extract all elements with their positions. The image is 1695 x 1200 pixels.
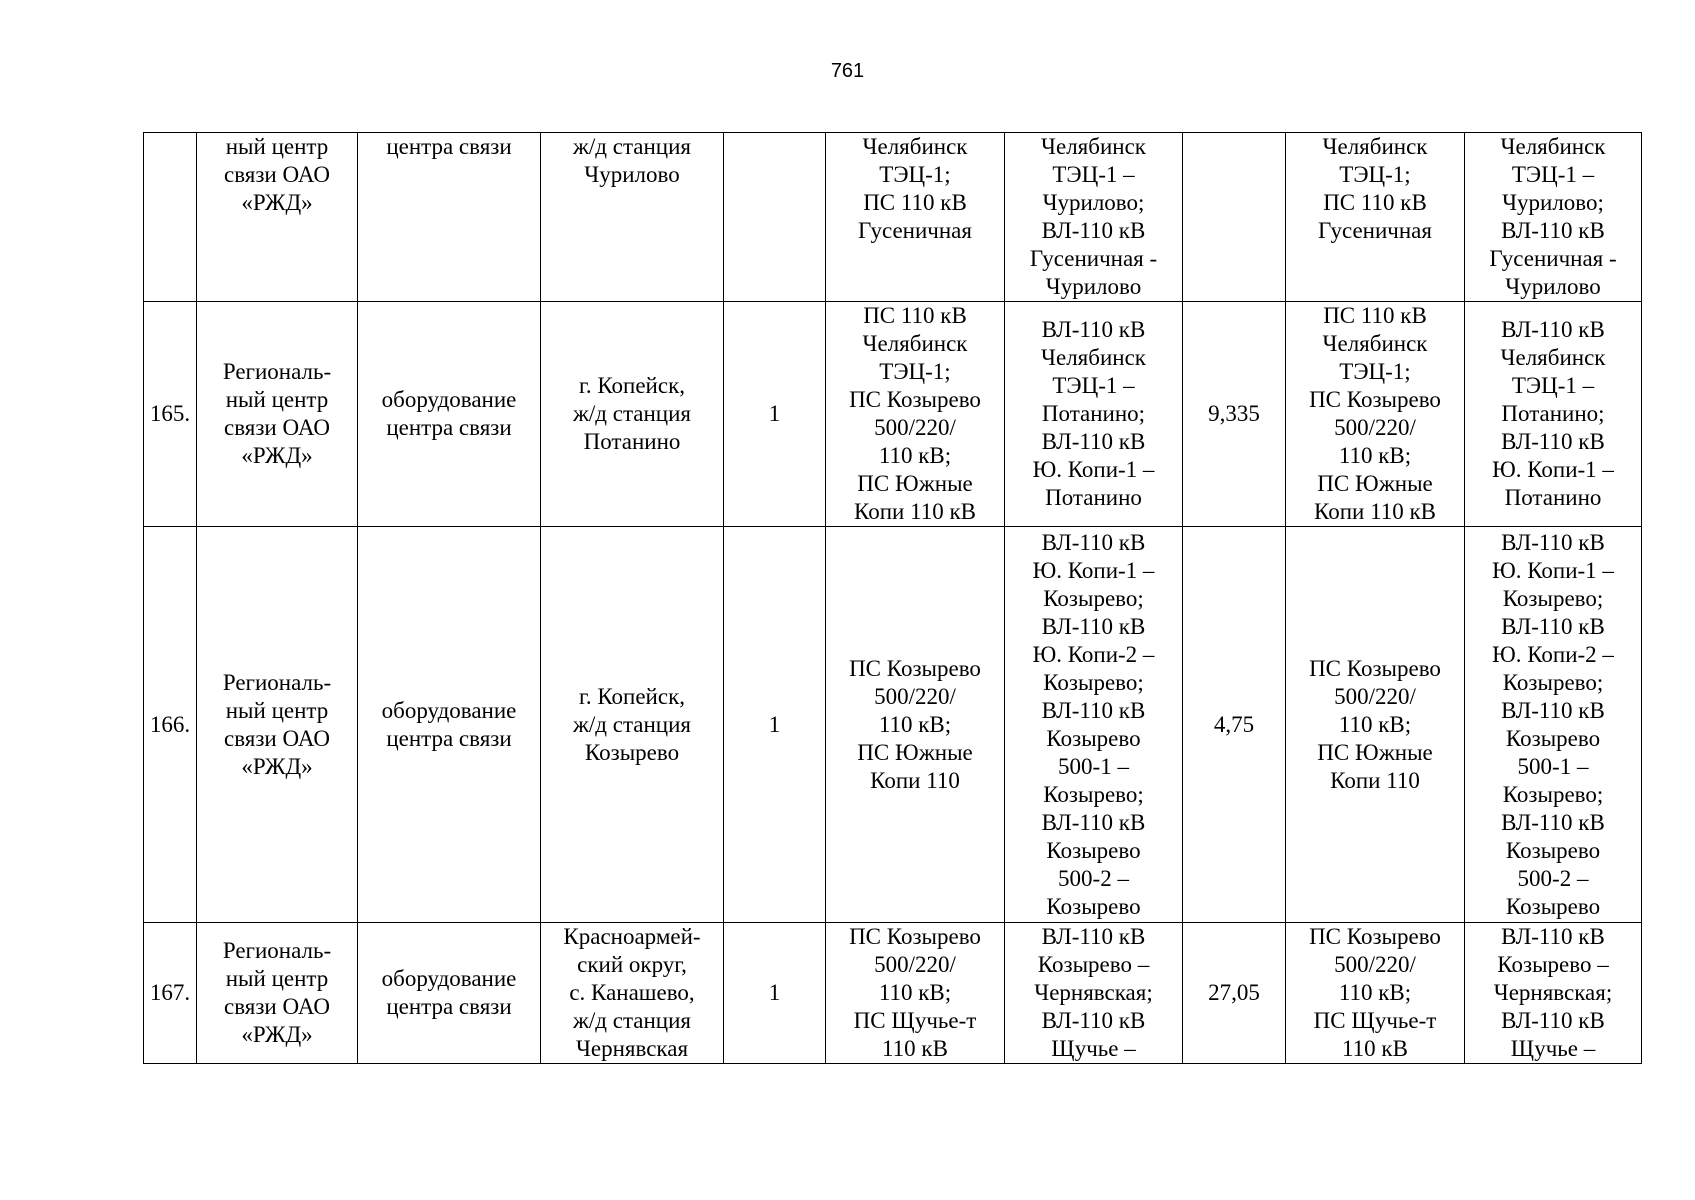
location-cell: Красноармей- ский округ, с. Канашево, ж/д станция Чернявская	[541, 923, 724, 1064]
length-cell	[1183, 133, 1286, 302]
location-cell: г. Копейск, ж/д станция Потанино	[541, 302, 724, 527]
substations-cell: ПС Козырево 500/220/ 110 кВ; ПС Южные Копи 110	[826, 527, 1005, 923]
substations-cell: Челябинск ТЭЦ-1; ПС 110 кВ Гусеничная	[1286, 133, 1465, 302]
object-cell: оборудование центра связи	[358, 527, 541, 923]
row-number-cell: 166.	[144, 527, 197, 923]
count-cell: 1	[724, 923, 826, 1064]
power-lines-cell: Челябинск ТЭЦ-1 – Чурилово; ВЛ-110 кВ Гусеничная - Чурилово	[1465, 133, 1642, 302]
location-cell: ж/д станция Чурилово	[541, 133, 724, 302]
power-lines-cell: ВЛ-110 кВ Козырево – Чернявская; ВЛ-110 кВ Щучье –	[1005, 923, 1183, 1064]
power-lines-cell: ВЛ-110 кВ Челябинск ТЭЦ-1 – Потанино; ВЛ-110 кВ Ю. Копи-1 – Потанино	[1465, 302, 1642, 527]
row-number-cell	[144, 133, 197, 302]
object-cell: центра связи	[358, 133, 541, 302]
power-lines-cell: ВЛ-110 кВ Челябинск ТЭЦ-1 – Потанино; ВЛ-110 кВ Ю. Копи-1 – Потанино	[1005, 302, 1183, 527]
table-row	[144, 133, 1642, 302]
count-cell: 1	[724, 302, 826, 527]
row-number-cell: 167.	[144, 923, 197, 1064]
substations-cell: ПС 110 кВ Челябинск ТЭЦ-1; ПС Козырево 500/220/ 110 кВ; ПС Южные Копи 110 кВ	[826, 302, 1005, 527]
row-number-cell: 165.	[144, 302, 197, 527]
object-cell: оборудование центра связи	[358, 923, 541, 1064]
substations-cell: ПС Козырево 500/220/ 110 кВ; ПС Щучье-т 110 кВ	[1286, 923, 1465, 1064]
power-lines-cell: ВЛ-110 кВ Козырево – Чернявская; ВЛ-110 кВ Щучье –	[1465, 923, 1642, 1064]
substations-cell: Челябинск ТЭЦ-1; ПС 110 кВ Гусеничная	[826, 133, 1005, 302]
substations-cell: ПС 110 кВ Челябинск ТЭЦ-1; ПС Козырево 500/220/ 110 кВ; ПС Южные Копи 110 кВ	[1286, 302, 1465, 527]
substations-cell: ПС Козырево 500/220/ 110 кВ; ПС Южные Копи 110	[1286, 527, 1465, 923]
organization-cell: ный центр связи ОАО «РЖД»	[197, 133, 358, 302]
table-row	[144, 302, 1642, 527]
document-table	[143, 132, 1642, 1064]
count-cell: 1	[724, 527, 826, 923]
count-cell	[724, 133, 826, 302]
substations-cell: ПС Козырево 500/220/ 110 кВ; ПС Щучье-т 110 кВ	[826, 923, 1005, 1064]
table-row	[144, 527, 1642, 923]
power-lines-cell: Челябинск ТЭЦ-1 – Чурилово; ВЛ-110 кВ Гусеничная - Чурилово	[1005, 133, 1183, 302]
organization-cell: Региональ- ный центр связи ОАО «РЖД»	[197, 302, 358, 527]
page-number: 761	[830, 60, 865, 82]
power-lines-cell: ВЛ-110 кВ Ю. Копи-1 – Козырево; ВЛ-110 кВ Ю. Копи-2 – Козырево; ВЛ-110 кВ Козырево 500-1 – Козырево; ВЛ-110 кВ Козырево 500-2 – Козырево	[1465, 527, 1642, 923]
object-cell: оборудование центра связи	[358, 302, 541, 527]
organization-cell: Региональ- ный центр связи ОАО «РЖД»	[197, 527, 358, 923]
length-cell: 4,75	[1183, 527, 1286, 923]
organization-cell: Региональ- ный центр связи ОАО «РЖД»	[197, 923, 358, 1064]
length-cell: 27,05	[1183, 923, 1286, 1064]
table-row	[144, 923, 1642, 1064]
length-cell: 9,335	[1183, 302, 1286, 527]
location-cell: г. Копейск, ж/д станция Козырево	[541, 527, 724, 923]
power-lines-cell: ВЛ-110 кВ Ю. Копи-1 – Козырево; ВЛ-110 кВ Ю. Копи-2 – Козырево; ВЛ-110 кВ Козырево 500-1 – Козырево; ВЛ-110 кВ Козырево 500-2 – Козырево	[1005, 527, 1183, 923]
